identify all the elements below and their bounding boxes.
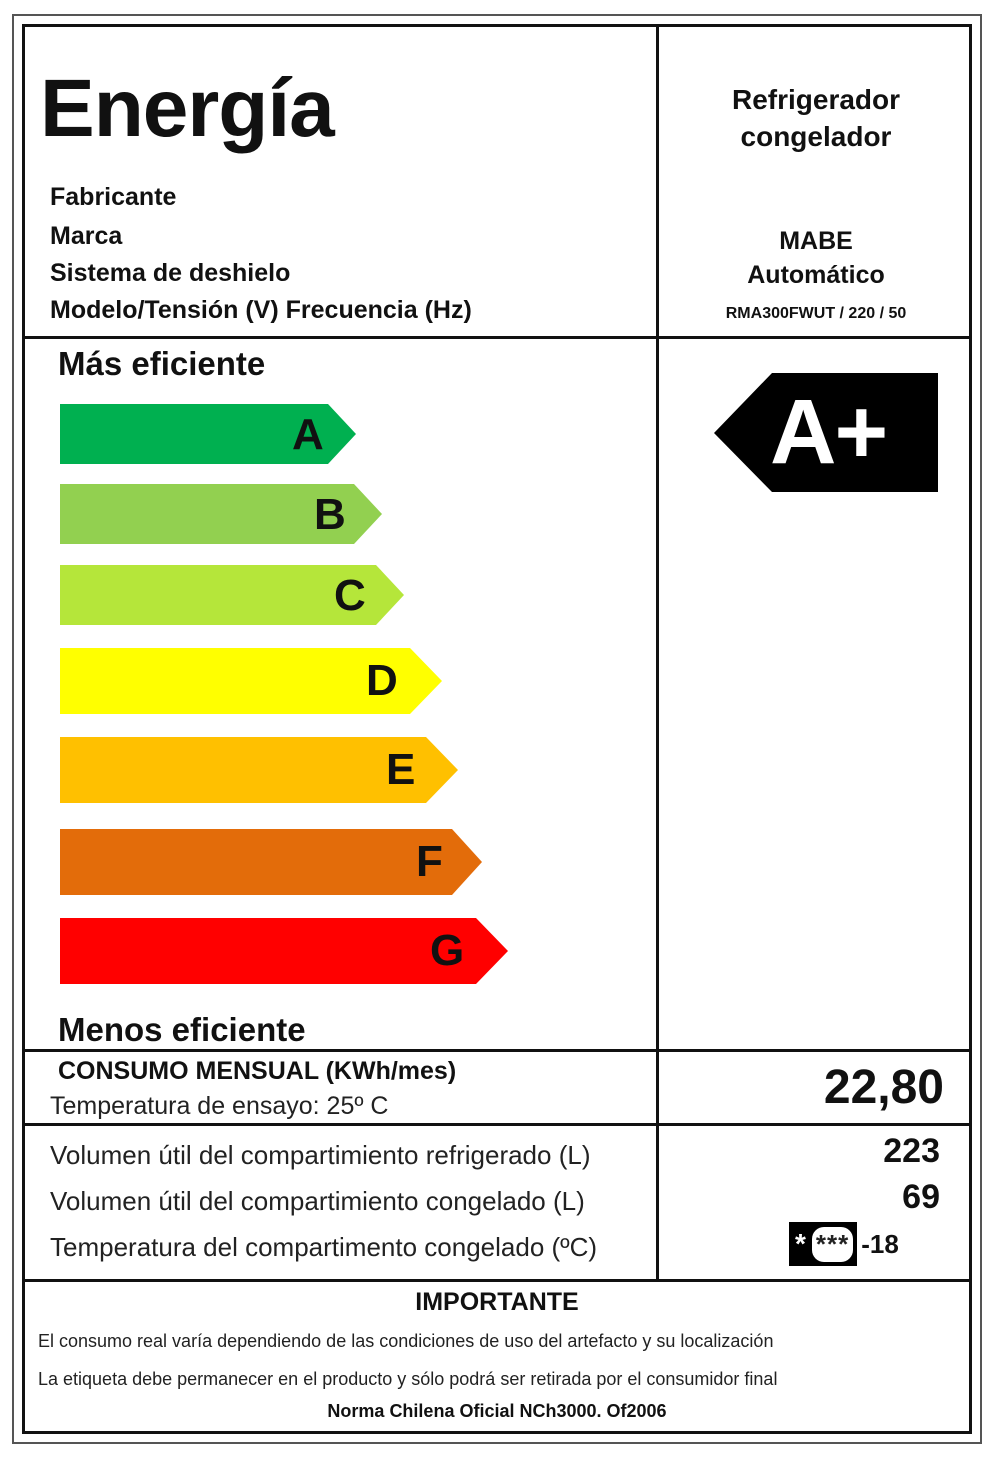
class-letter: D: [366, 656, 398, 705]
class-bar-c: [60, 565, 406, 627]
norm-reference: Norma Chilena Oficial NCh3000. Of2006: [327, 1401, 667, 1421]
triple-star-icon: ***: [812, 1227, 853, 1262]
class-bar-b: [60, 484, 384, 546]
consumption-label: CONSUMO MENSUAL (KWh/mes): [58, 1057, 457, 1085]
field-label-marca: Marca: [50, 222, 123, 250]
spec-value-freezer-temp: -18: [861, 1228, 899, 1259]
product-type-line1: Refrigerador: [731, 84, 901, 115]
field-label-modelo: Modelo/Tensión (V) Frecuencia (Hz): [50, 296, 472, 324]
spec-label-fridge-volume: Volumen útil del compartimiento refrigerado (L): [50, 1140, 591, 1170]
rating-badge: [714, 372, 940, 499]
important-line-2: La etiqueta debe permanecer en el producto y sólo podrá ser retirada por el consumidor final: [38, 1369, 778, 1389]
spec-label-freezer-volume: Volumen útil del compartimiento congelado (L): [50, 1186, 585, 1216]
label-title: Energía: [40, 63, 334, 154]
consumption-value: 22,80: [823, 1061, 944, 1114]
class-letter: E: [386, 745, 416, 794]
field-value-marca: MABE: [779, 227, 853, 255]
divider-specs: [22, 1279, 972, 1282]
important-line-1: El consumo real varía dependiendo de las condiciones de uso del artefacto y su localización: [38, 1331, 774, 1351]
column-divider: [656, 24, 659, 1282]
star-box: [789, 1222, 857, 1266]
less-efficient-label: Menos eficiente: [58, 1011, 306, 1048]
product-type-line2: congelador: [740, 121, 892, 152]
spec-value-fridge-volume: 223: [883, 1132, 940, 1170]
rating-value: A+: [770, 381, 887, 483]
more-efficient-label: Más eficiente: [58, 345, 266, 382]
single-star-icon: *: [795, 1228, 806, 1259]
class-letter: G: [430, 926, 465, 975]
important-title: IMPORTANTE: [415, 1288, 579, 1316]
class-letter: C: [334, 571, 366, 620]
class-bar-e: [60, 737, 460, 803]
class-letter: A: [292, 410, 324, 459]
spec-value-freezer-volume: 69: [902, 1178, 940, 1216]
class-bar-f: [60, 829, 484, 895]
field-label-deshielo: Sistema de deshielo: [50, 259, 291, 287]
divider-scale: [22, 1049, 972, 1052]
field-value-deshielo: Automático: [747, 261, 885, 289]
test-temperature-label: Temperatura de ensayo: 25º C: [50, 1092, 389, 1120]
class-bar-a: [60, 404, 358, 466]
class-bar-d: [60, 648, 444, 714]
class-letter: F: [416, 837, 443, 886]
freezer-star-rating: [789, 1222, 899, 1266]
divider-header: [22, 336, 972, 339]
class-bar-g: [60, 918, 510, 984]
field-label-fabricante: Fabricante: [50, 183, 177, 211]
field-value-modelo: RMA300FWUT / 220 / 50: [725, 305, 907, 322]
class-letter: B: [314, 490, 346, 539]
spec-label-freezer-temp: Temperatura del compartimento congelado (ºC): [50, 1232, 598, 1262]
divider-consumption: [22, 1123, 972, 1126]
